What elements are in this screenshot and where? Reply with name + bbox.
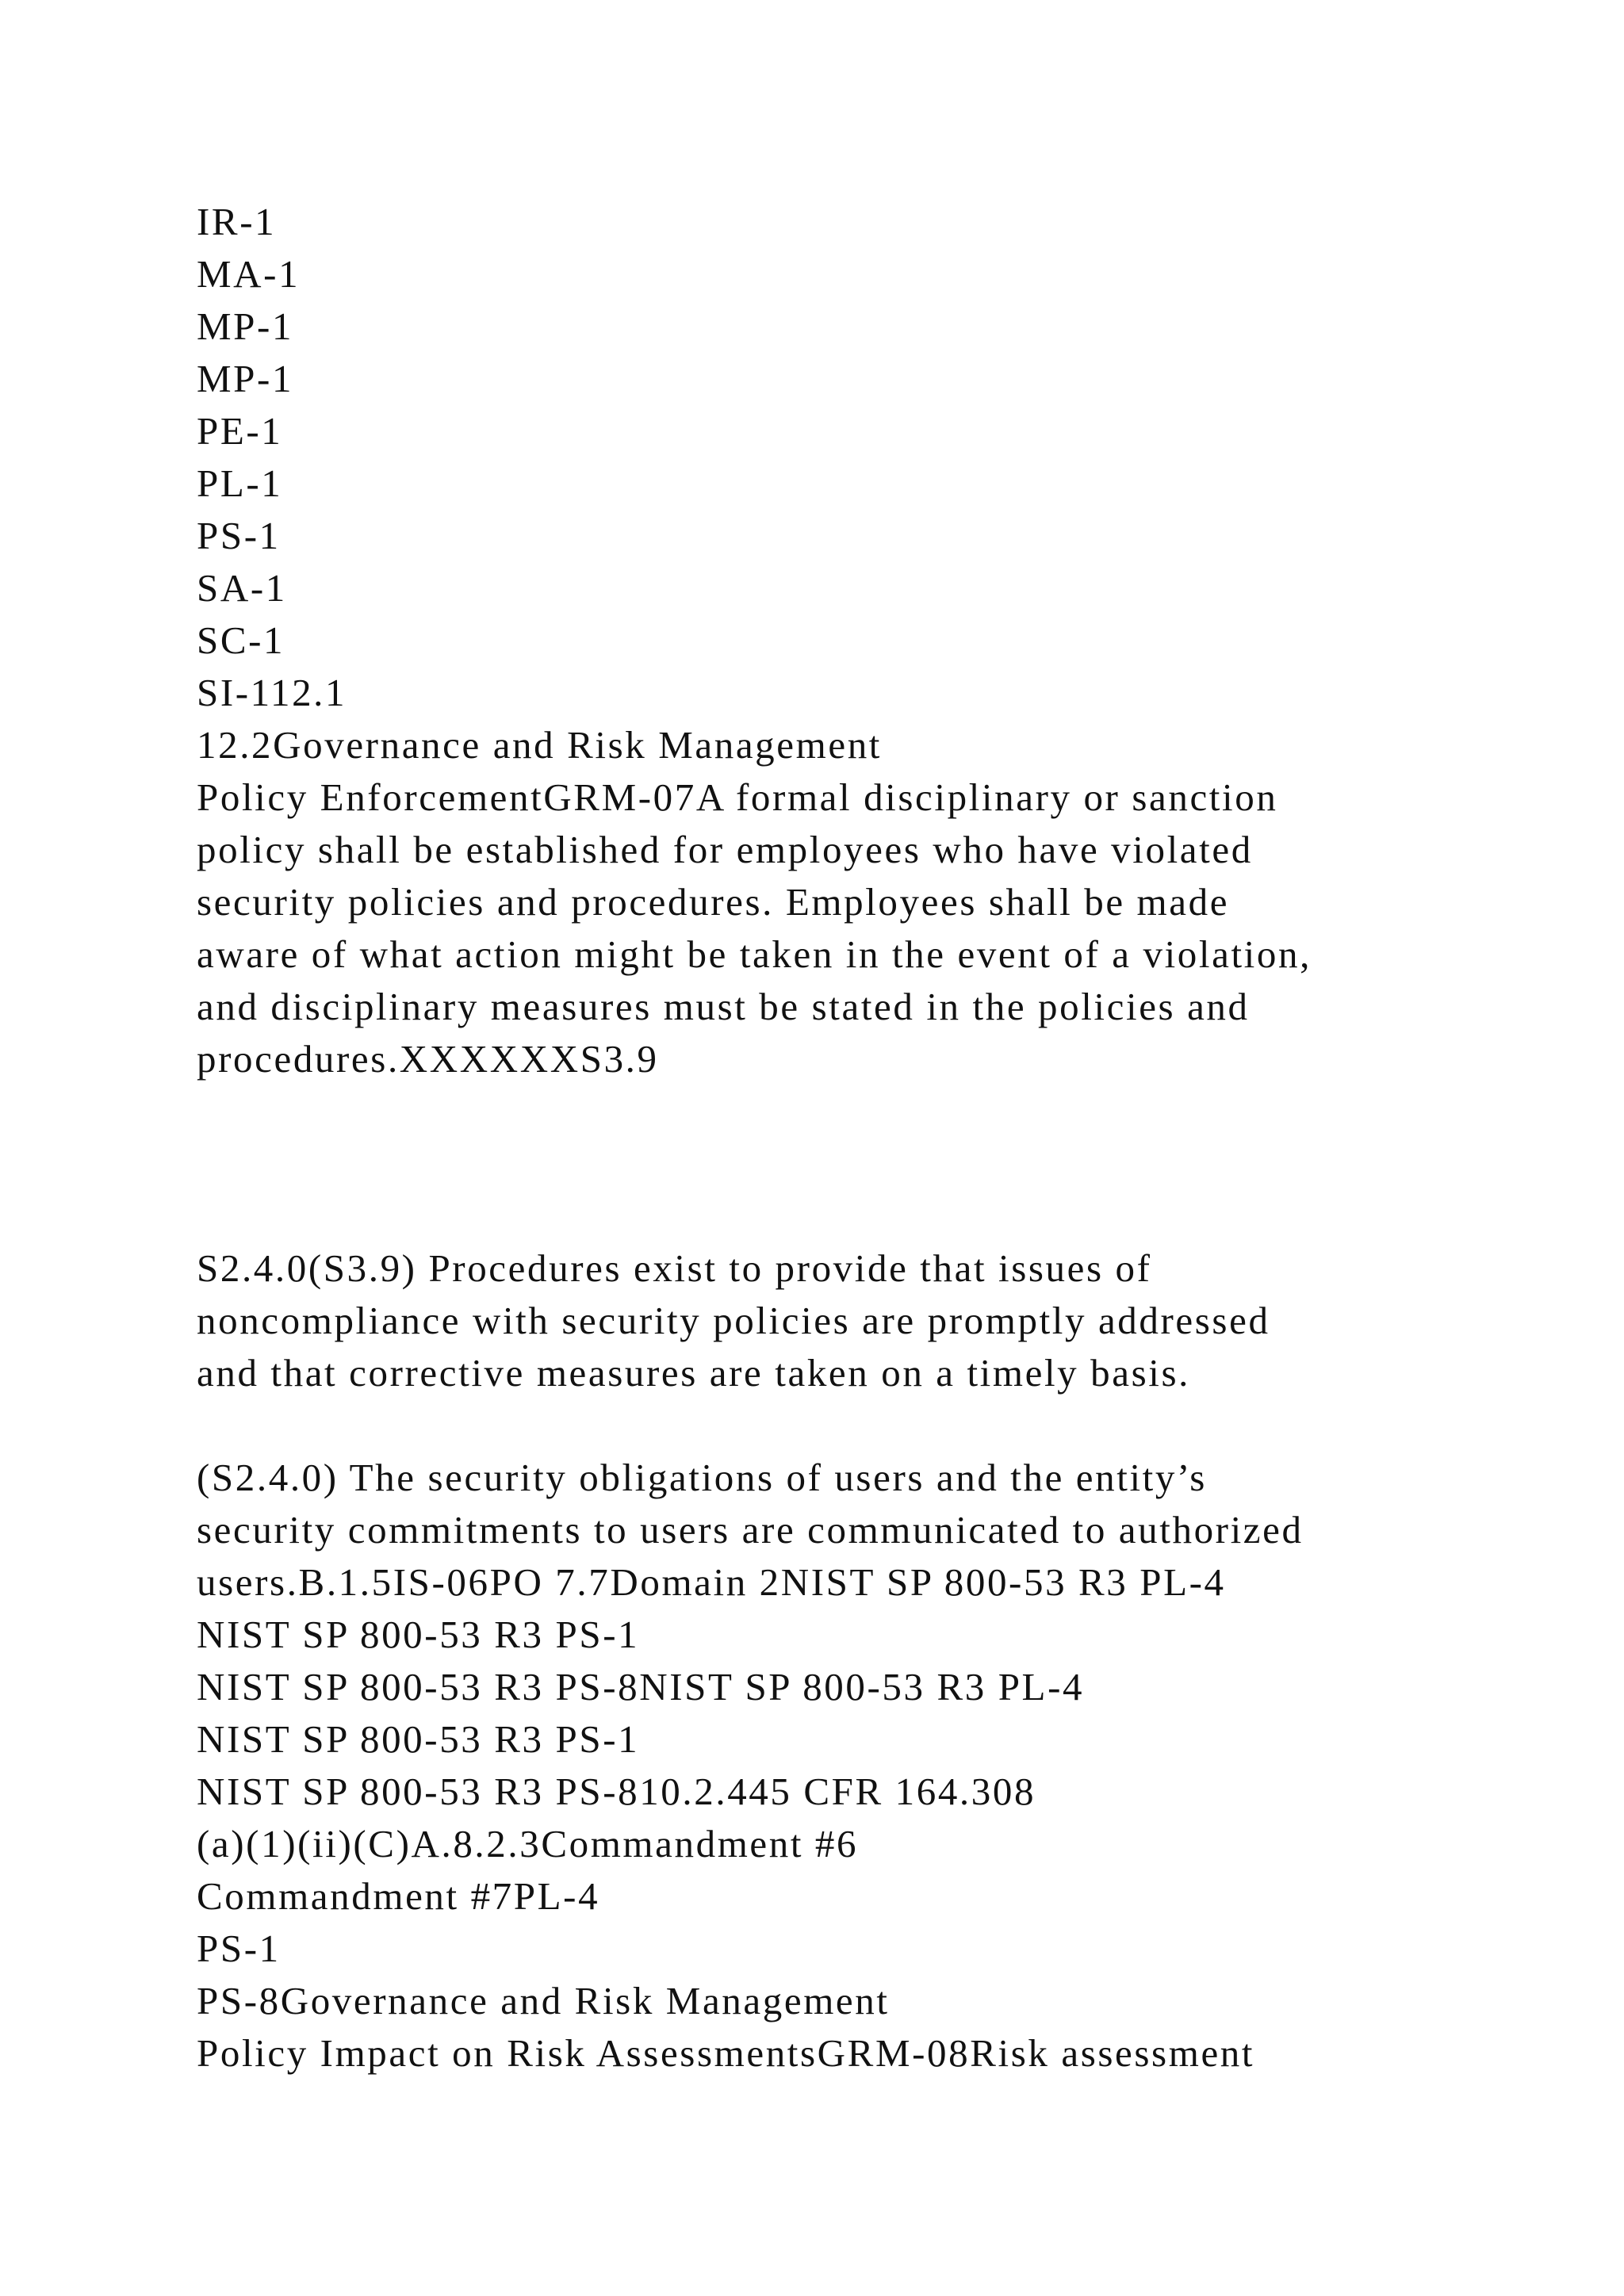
text-line: PE-1 <box>197 409 283 453</box>
text-line: (S2.4.0) The security obligations of users and the entity’s <box>197 1456 1207 1499</box>
text-line: PL-1 <box>197 461 283 505</box>
text-line: PS-1 <box>197 514 281 557</box>
text-line: Policy Impact on Risk AssessmentsGRM-08Risk assessment <box>197 2031 1255 2075</box>
text-line: Commandment #7PL-4 <box>197 1874 600 1918</box>
text-line: and disciplinary measures must be stated in the policies and <box>197 985 1250 1028</box>
text-line: procedures.XXXXXXS3.9 <box>197 1037 659 1081</box>
text-line: security commitments to users are communicated to authorized <box>197 1508 1304 1552</box>
text-line: NIST SP 800-53 R3 PS-1 <box>197 1613 640 1656</box>
text-line: (a)(1)(ii)(C)A.8.2.3Commandment #6 <box>197 1822 859 1866</box>
text-line: policy shall be established for employees who have violated <box>197 828 1253 871</box>
text-line: Policy EnforcementGRM-07A formal disciplinary or sanction <box>197 775 1278 819</box>
text-line: MA-1 <box>197 252 301 296</box>
text-line: security policies and procedures. Employees shall be made <box>197 880 1230 924</box>
text-line: IR-1 <box>197 200 277 243</box>
text-line: S2.4.0(S3.9) Procedures exist to provide that issues of <box>197 1246 1152 1290</box>
text-line: NIST SP 800-53 R3 PS-8NIST SP 800-53 R3 PL-4 <box>197 1665 1085 1709</box>
text-line: users.B.1.5IS-06PO 7.7Domain 2NIST SP 800-53 R3 PL-4 <box>197 1560 1226 1604</box>
text-line: MP-1 <box>197 357 294 400</box>
text-line: NIST SP 800-53 R3 PS-1 <box>197 1717 640 1761</box>
text-line: MP-1 <box>197 304 294 348</box>
section-heading: 12.2Governance and Risk Management <box>197 723 883 767</box>
section-heading: PS-8Governance and Risk Management <box>197 1979 890 2022</box>
text-line: SA-1 <box>197 566 287 610</box>
text-line: aware of what action might be taken in the event of a violation, <box>197 932 1312 976</box>
text-line: SC-1 <box>197 618 285 662</box>
text-line: PS-1 <box>197 1927 281 1970</box>
text-line: noncompliance with security policies are promptly addressed <box>197 1299 1270 1342</box>
text-line: NIST SP 800-53 R3 PS-810.2.445 CFR 164.308 <box>197 1770 1036 1813</box>
text-line: and that corrective measures are taken on a timely basis. <box>197 1351 1190 1395</box>
text-line: SI-112.1 <box>197 671 347 714</box>
